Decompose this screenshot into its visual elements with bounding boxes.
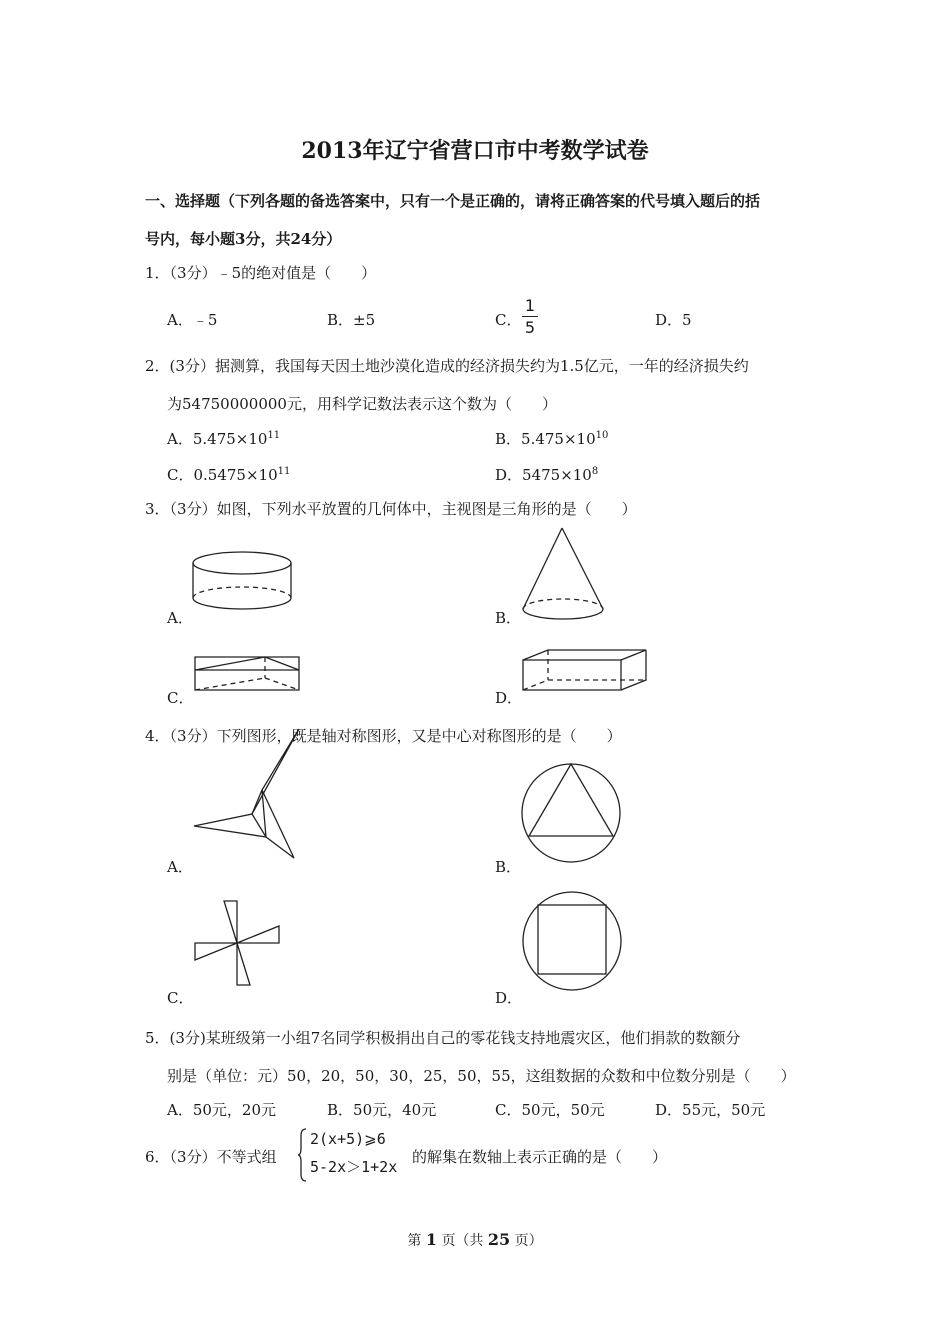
q1-option-c-fraction [522, 296, 538, 337]
q5-option-a: A．50元，20元 [167, 1101, 277, 1119]
q3-option-a: A． [167, 609, 193, 627]
star-inner-edge [252, 790, 262, 814]
q4-option-b: B． [495, 858, 522, 876]
q2-stem-line2: 为54750000000元，用科学记数法表示这个数为（ ） [167, 395, 557, 413]
q6-stem-prefix: 6．（3分）不等式组 [145, 1148, 277, 1166]
prism-top-edge [195, 657, 265, 670]
q3-option-d: D． [495, 689, 523, 707]
q3-stem: 3．（3分）如图，下列水平放置的几何体中，主视图是三角形的是（ ） [145, 500, 637, 518]
cone-left-slant [523, 528, 562, 609]
cuboid-top-face [523, 650, 646, 660]
q5-option-b: B．50元，40元 [327, 1101, 437, 1119]
q4-stem: 4．（3分）下列图形，既是轴对称图形，又是中心对称图形的是（ ） [145, 727, 622, 745]
brace-path [298, 1129, 306, 1181]
option-base: B．5.475×10 [495, 430, 596, 448]
section-heading-line2: 号内，每小题3分，共24分） [145, 230, 342, 248]
prism-hidden-edge [195, 678, 265, 690]
q2-stem-line1: 2．(3分）据测算，我国每天因土地沙漠化造成的经济损失约为1.5亿元，一年的经济损失约 [145, 357, 749, 375]
windmill-blade-right [237, 926, 279, 943]
prism-top-edge-2 [265, 657, 299, 670]
q5-stem-line1: 5．(3分)某班级第一小组7名同学积极捐出自己的零花钱支持地震灾区，他们捐款的数额分 [145, 1029, 741, 1047]
three-point-star-figure [190, 726, 300, 861]
option-exponent: 11 [267, 430, 281, 441]
inscribed-triangle [529, 764, 613, 836]
system-brace [298, 1128, 308, 1182]
cylinder-top-ellipse [193, 552, 291, 574]
windmill-figure [190, 898, 285, 988]
q4-option-c: C． [167, 989, 194, 1007]
q2-option-c [167, 464, 290, 485]
q3-option-c: C． [167, 689, 194, 707]
cylinder-bottom-front [193, 598, 291, 609]
cuboid-figure [520, 648, 650, 693]
footer-prefix: 第 [407, 1233, 422, 1249]
q6-inequality-1: 2(x+5)⩾6 [310, 1130, 386, 1148]
footer-middle: 页（共 [441, 1233, 484, 1249]
cylinder-bottom-back [193, 587, 291, 598]
option-exponent: 10 [595, 430, 609, 441]
q2-option-a [167, 428, 280, 449]
fraction-denominator: 5 [524, 318, 536, 337]
total-pages: 25 [487, 1230, 511, 1249]
option-exponent: 11 [277, 466, 291, 477]
q5-option-c: C．50元，50元 [495, 1101, 605, 1119]
q1-option-b: B．±5 [327, 311, 376, 329]
inscribed-square [538, 905, 606, 974]
windmill-blade-left [195, 943, 237, 960]
q2-option-b [495, 428, 608, 449]
cuboid-right-face [621, 650, 646, 690]
q1-option-d: D．5 [655, 311, 692, 329]
q3-option-b: B． [495, 609, 522, 627]
cuboid-front-face [523, 660, 621, 690]
option-exponent: 8 [591, 466, 599, 477]
current-page-number: 1 [425, 1230, 437, 1249]
cone-base-back [523, 599, 603, 609]
section-heading-line1: 一、选择题（下列各题的备选答案中，只有一个是正确的，请将正确答案的代号填入题后的括 [145, 192, 761, 210]
page-title: 2013年辽宁省营口市中考数学试卷 [301, 138, 649, 164]
q5-option-d: D．55元，50元 [655, 1101, 766, 1119]
q2-option-d [495, 464, 598, 485]
fraction-bar [522, 316, 538, 317]
option-base: D．5475×10 [495, 466, 592, 484]
cone-base-front [523, 609, 603, 619]
q4-option-d: D． [495, 989, 523, 1007]
footer-suffix: 页） [514, 1233, 543, 1249]
outer-circle [522, 764, 620, 862]
q5-stem-line2: 别是（单位：元）50，20，50，30，25，50，55，这组数据的众数和中位数分别是（ ） [167, 1067, 796, 1085]
option-base: A．5.475×10 [167, 430, 268, 448]
q1-option-a: A．﹣5 [167, 311, 218, 329]
star-outline [194, 729, 299, 858]
q1-stem: 1．（3分）﹣5的绝对值是（ ） [145, 264, 377, 282]
triangular-prism-figure [193, 652, 303, 694]
cone-figure [520, 527, 610, 622]
cylinder-figure [190, 550, 300, 620]
page-footer [0, 1230, 950, 1250]
circle-triangle-figure [520, 762, 622, 864]
windmill-blade-bottom [237, 943, 250, 985]
q1-option-c-label: C． [495, 311, 522, 329]
q6-inequality-2: 5-2x＞1+2x [310, 1158, 398, 1176]
cuboid-hidden-bottom [523, 680, 646, 690]
q4-option-a: A． [167, 858, 193, 876]
option-base: C．0.5475×10 [167, 466, 278, 484]
prism-hidden-edge-2 [265, 678, 299, 690]
fraction-numerator: 1 [524, 296, 536, 315]
q6-stem-suffix: 的解集在数轴上表示正确的是（ ） [412, 1148, 668, 1166]
windmill-blade-top [224, 901, 237, 943]
circle-square-figure [520, 890, 624, 992]
cone-right-slant [562, 528, 603, 609]
